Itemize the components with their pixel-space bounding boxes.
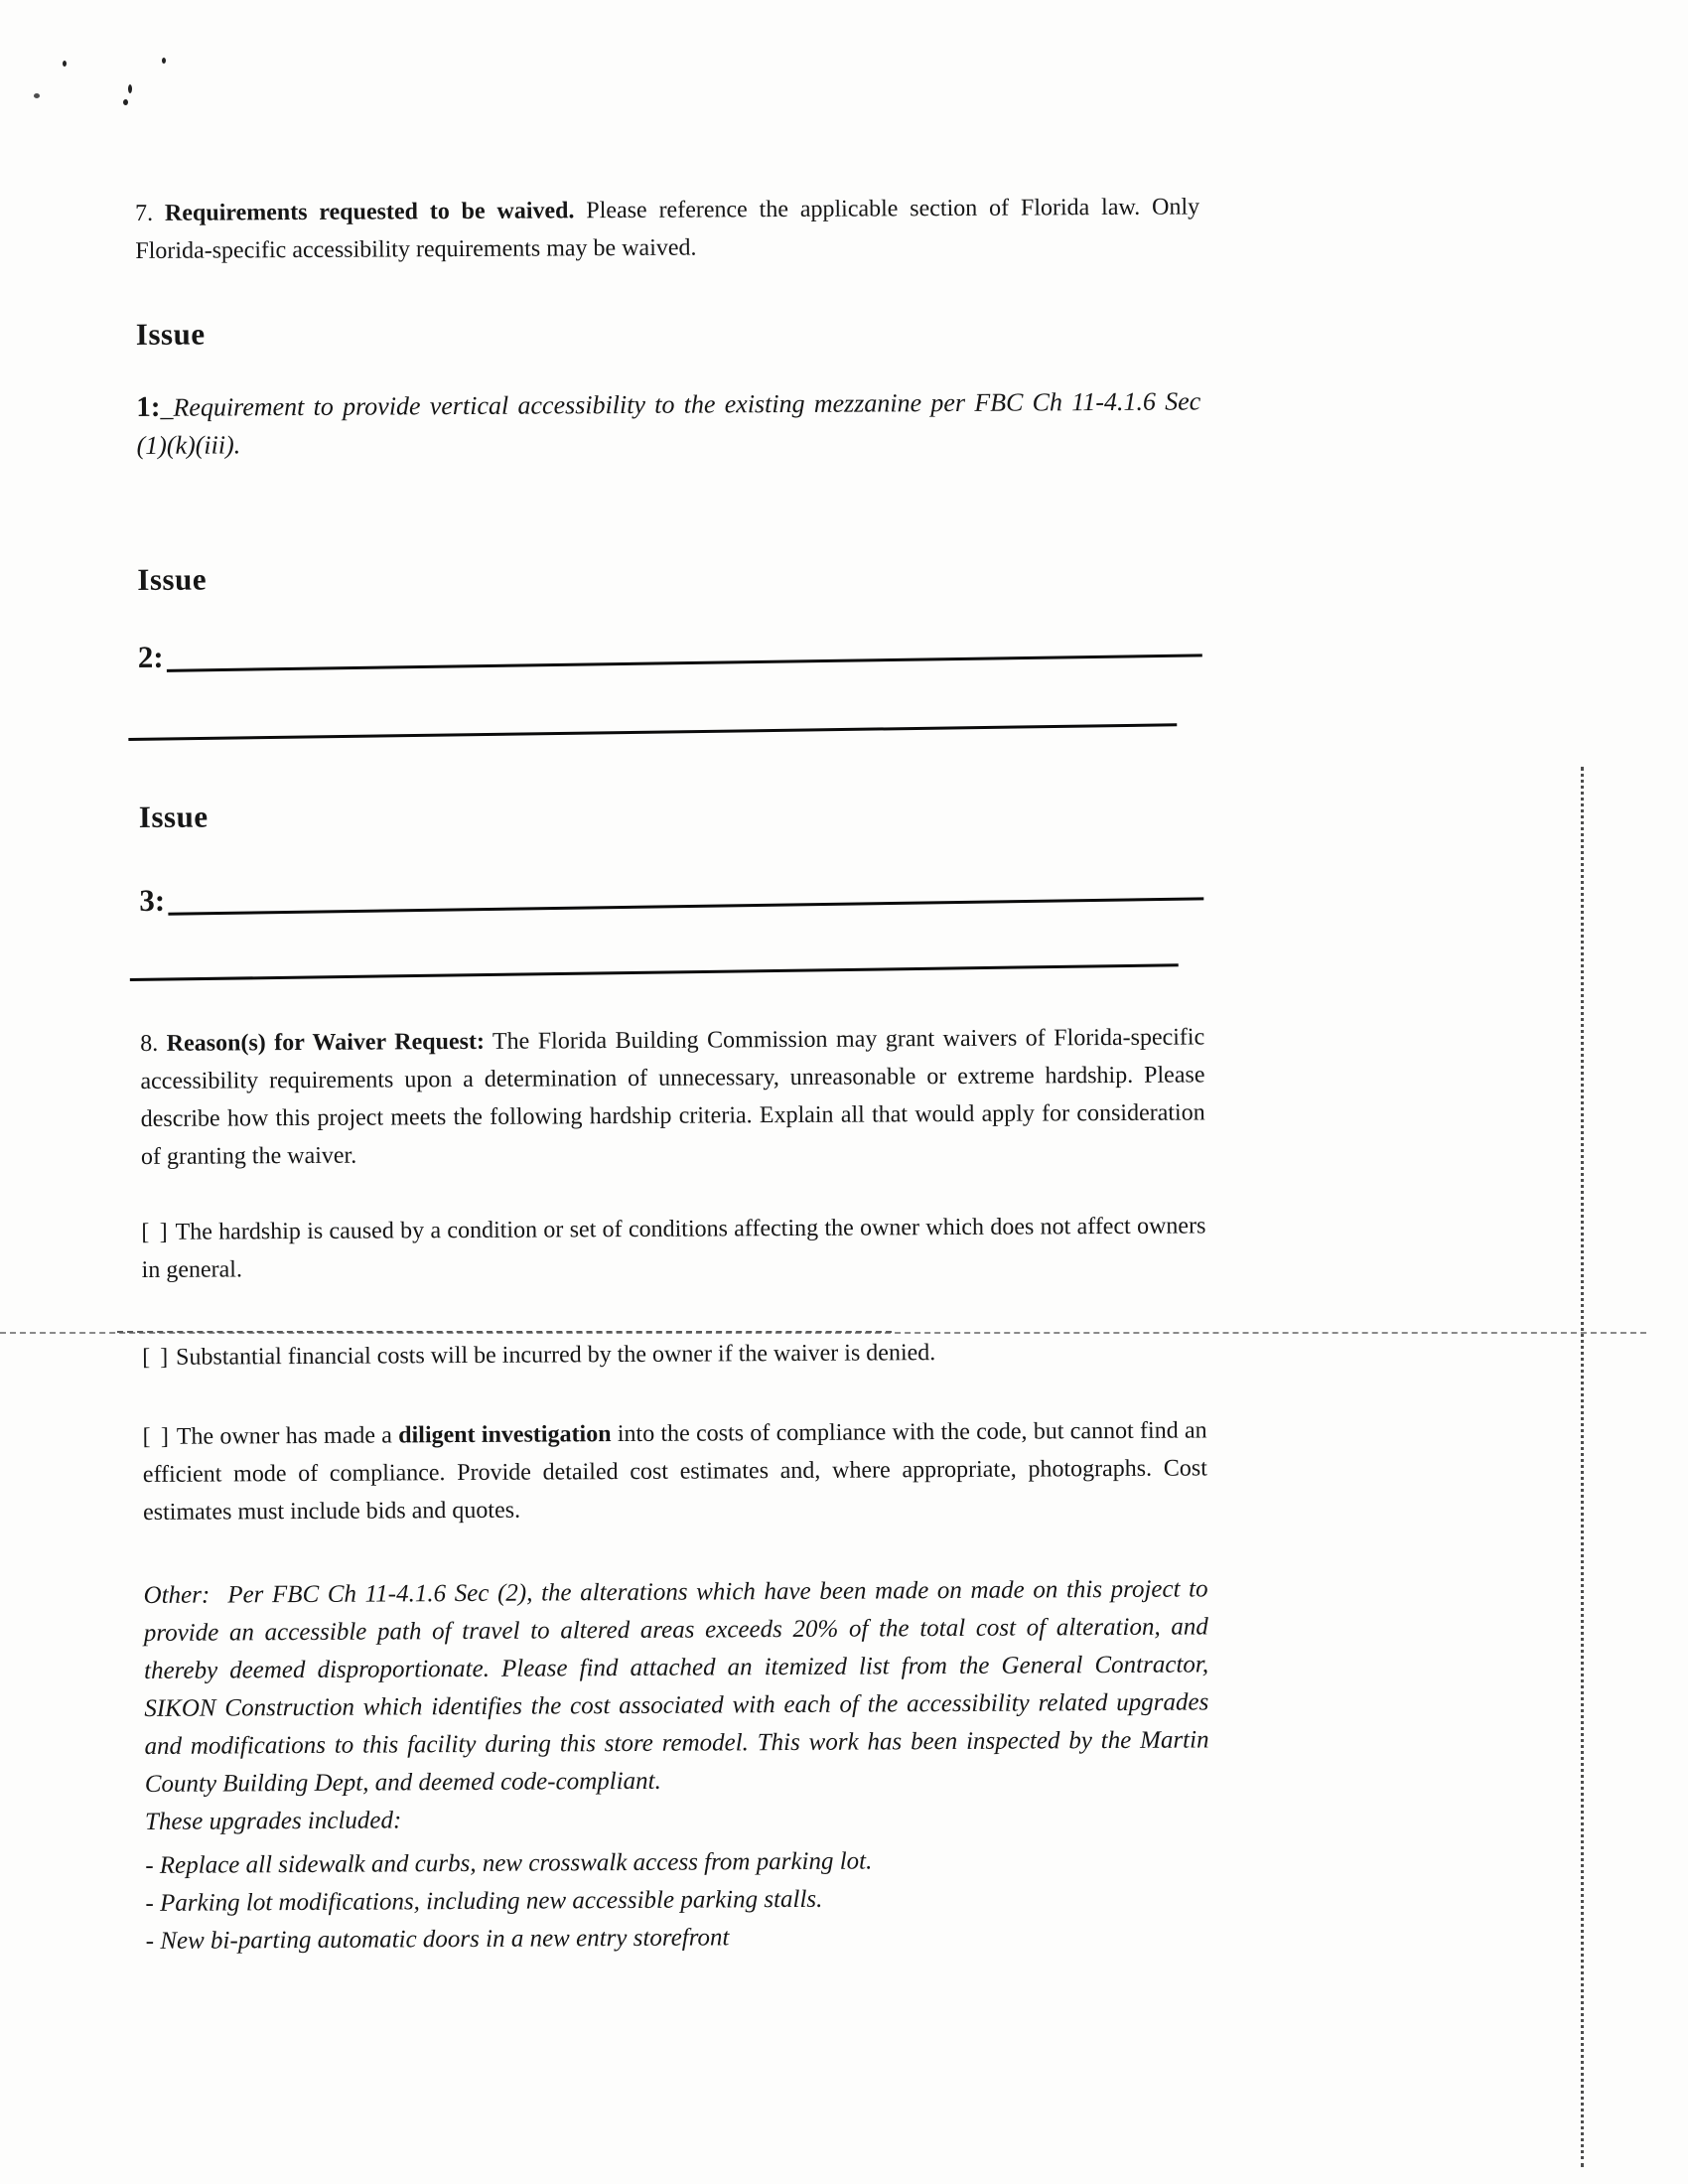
checkbox-brackets: [ ]: [141, 1219, 170, 1245]
hardship-option-1-text: The hardship is caused by a condition or set of conditions affecting the owner which does not affect owners in general.: [141, 1213, 1206, 1283]
other-reason-paragraph: [144, 1570, 1210, 1841]
section-8-heading: Reason(s) for Waiver Request:: [166, 1028, 485, 1057]
other-body: Per FBC Ch 11-4.1.6 Sec (2), the alterations which have been made on made on this project to provide an accessible path of travel to altered areas exceeds 20% of the total cost of alteration, and thereby deemed disproportionate. Please find attached an itemized list from the General Contractor, SIKON Construction which identifies the cost associated with each of the accessibility related upgrades and modifications to this facility during this store remodel. This work has been inspected by the Martin County Building Dept, and deemed code-compliant.: [143, 1575, 1209, 1798]
section-7-heading: Requirements requested to be waived.: [164, 198, 575, 226]
hardship-option-3: [143, 1411, 1208, 1531]
issue-3-write-in-line-2: [130, 963, 1179, 981]
upgrade-list: [145, 1840, 1210, 1961]
upgrade-item: - Parking lot modifications, including new accessible parking stalls.: [145, 1885, 823, 1917]
section-8-body: The Florida Building Commission may grant waivers of Florida-specific accessibility requirements upon a determination of unnecessary, unreasonable or extreme hardship. Please describe how this project meets the following hardship criteria. Explain all that would apply for consideration of granting the waiver.: [140, 1024, 1205, 1170]
issue-2-write-in-line: [166, 621, 1202, 671]
scan-speck: [123, 99, 128, 105]
issue-3-number: 3:: [139, 882, 166, 918]
issue-1-description: Requirement to provide vertical accessibility to the existing mezzanine per FBC Ch 11-4.1.6 Sec (1)(k)(iii).: [136, 386, 1201, 460]
scan-speck: [34, 93, 40, 98]
scan-speck: [128, 84, 132, 93]
issue-1-underscore: _: [160, 392, 174, 422]
hardship-option-2: [142, 1332, 1206, 1377]
issue-3-blank-field: [139, 870, 1203, 919]
section-8-number: 8.: [140, 1030, 159, 1057]
issue-3-write-in-line: [168, 864, 1204, 915]
issue-3-label: Issue: [138, 799, 209, 834]
hardship-option-3-bold: diligent investigation: [398, 1421, 612, 1449]
upgrade-item: - Replace all sidewalk and curbs, new crosswalk access from parking lot.: [145, 1847, 873, 1879]
issue-2-number: 2:: [137, 639, 164, 674]
hardship-option-2-text: Substantial financial costs will be incurred by the owner if the waiver is denied.: [176, 1340, 936, 1371]
issue-2-write-in-line-2: [128, 723, 1177, 741]
scan-speck: [63, 61, 67, 67]
hardship-option-3-text-before: The owner has made a: [176, 1422, 399, 1450]
section-7-paragraph: [135, 188, 1199, 270]
scan-speck: [162, 58, 166, 64]
section-7-body: Please reference the applicable section of Florida law. Only Florida-specific accessibility requirements may be waived.: [135, 194, 1200, 264]
section-7-number: 7.: [135, 200, 154, 226]
hardship-option-1: [141, 1207, 1205, 1289]
scan-fold-dashed-line-dark-segment: [117, 1331, 892, 1333]
hardship-option-3-text-after: into the costs of compliance with the code, but cannot find an efficient mode of compliance. Provide detailed cost estimates and, where appropriate, photographs. Cost estimates must include bids and quotes.: [142, 1417, 1207, 1526]
section-8-paragraph: [140, 1018, 1205, 1176]
checkbox-brackets: [ ]: [142, 1344, 171, 1371]
upgrade-item: - New bi-parting automatic doors in a new entry storefront: [145, 1924, 730, 1955]
other-label: Other:: [143, 1581, 211, 1609]
issue-1-text: [136, 381, 1200, 465]
checkbox-brackets: [ ]: [142, 1423, 172, 1450]
scan-edge-dotted-line: [1581, 767, 1584, 2167]
issue-2-blank-field: [138, 627, 1202, 675]
issue-1-number: 1:: [136, 390, 161, 423]
other-closing: These upgrades included:: [144, 1807, 402, 1835]
document-content: [135, 188, 1210, 1961]
issue-1-label: Issue: [135, 316, 206, 352]
issue-2-label: Issue: [137, 561, 208, 597]
